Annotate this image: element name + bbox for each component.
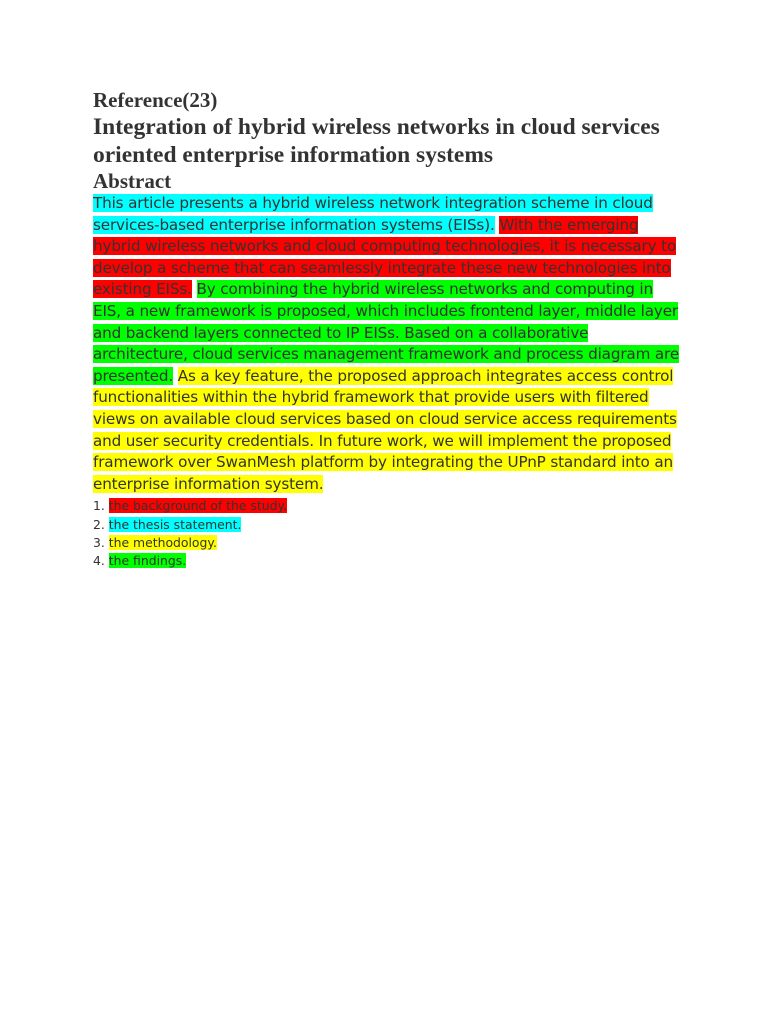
legend-item xyxy=(93,516,683,534)
abstract-background-segment: With the emerging hybrid wireless networks and cloud computing technologies, it is necessary to develop a scheme that can seamlessly integrate these new technologies into existing EISs. xyxy=(93,215,677,299)
legend-item xyxy=(93,552,683,570)
legend-text: the thesis statement. xyxy=(108,516,242,532)
legend-item xyxy=(93,497,683,515)
legend-number: 1. xyxy=(93,498,105,514)
legend-number: 3. xyxy=(93,534,105,550)
legend-text: the background of the study. xyxy=(108,498,287,514)
legend-number: 4. xyxy=(93,552,105,568)
abstract-body xyxy=(93,193,683,495)
paper-title: Integration of hybrid wireless networks in cloud services oriented enterprise information systems xyxy=(93,114,660,168)
legend-text: the methodology. xyxy=(108,534,217,550)
reference-label: Reference(23) xyxy=(93,88,218,112)
abstract-thesis-segment: This article presents a hybrid wireless network integration scheme in cloud services-based enterprise information systems (EISs). xyxy=(93,194,653,234)
abstract-findings-segment: By combining the hybrid wireless networks and computing in EIS, a new framework is proposed, which includes frontend layer, middle layer and backend layers connected to IP EISs. Based on a collaborative architecture, cloud services management framework and process diagram are presented. xyxy=(93,280,680,385)
abstract-heading: Abstract xyxy=(93,169,172,193)
document-page xyxy=(93,87,683,570)
legend-item xyxy=(93,534,683,552)
legend-text: the findings. xyxy=(108,552,187,568)
legend-number: 2. xyxy=(93,516,105,532)
highlight-legend xyxy=(93,497,683,570)
abstract-methodology-segment: As a key feature, the proposed approach integrates access control functionalities within the hybrid framework that provide users with filtered views on available cloud services based on cloud service access requirements and user security credentials. In future work, we will implement the proposed framework over SwanMesh platform by integrating the UPnP standard into an enterprise information system. xyxy=(93,366,677,493)
